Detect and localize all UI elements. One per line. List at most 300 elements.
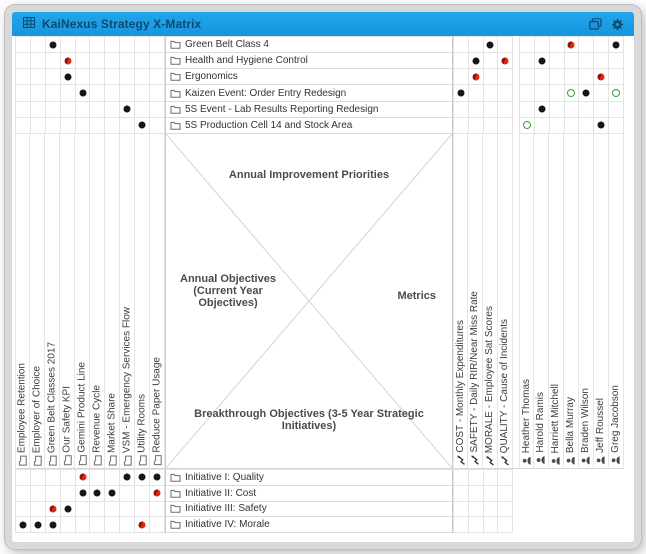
top-people-cell-r5-c0 (520, 118, 535, 134)
top-left-cell-r3-c9 (150, 85, 165, 101)
folder-icon (170, 121, 181, 130)
correlation-dot-half[interactable] (79, 474, 86, 481)
bottom-left-cell-r3-c8 (135, 517, 150, 533)
top-left-cell-r4-c1 (31, 102, 46, 118)
person-icon (522, 456, 531, 465)
line-chart-icon (456, 456, 465, 466)
folder-icon (48, 455, 57, 466)
top-people-cell-r0-c2 (550, 37, 565, 53)
top-left-cell-r1-c5 (90, 53, 105, 69)
top-left-cell-r0-c3 (61, 37, 76, 53)
top-people-cell-r3-c3 (565, 85, 580, 101)
correlation-dot-half[interactable] (472, 73, 479, 80)
top-left-cell-r1-c6 (105, 53, 120, 69)
top-left-cell-r5-c1 (31, 118, 46, 134)
top-people-cell-r0-c0 (520, 37, 535, 53)
annual-objective-column-5[interactable] (90, 134, 105, 468)
top-left-cell-r4-c2 (46, 102, 61, 118)
top-people-cell-r3-c4 (579, 85, 594, 101)
top-left-cell-r1-c1 (31, 53, 46, 69)
folder-icon (170, 504, 181, 513)
bottom-left-cell-r0-c5 (90, 470, 105, 486)
bottom-left-cell-r1-c2 (46, 486, 61, 502)
bottom-left-cell-r0-c1 (31, 470, 46, 486)
top-left-cell-r2-c2 (46, 69, 61, 85)
bottom-metrics-cell-r3-c3 (498, 517, 513, 533)
top-left-cell-r1-c8 (135, 53, 150, 69)
correlation-dot-filled[interactable] (79, 490, 86, 497)
top-people-cell-r5-c2 (550, 118, 565, 134)
person-column-label: Braden Wilson (580, 387, 591, 453)
top-left-cell-r3-c3 (61, 85, 76, 101)
top-people-cell-r2-c2 (550, 69, 565, 85)
top-left-cell-r5-c8 (135, 118, 150, 134)
annual-objective-column-label: Employer of Choice (31, 365, 42, 453)
folder-icon (170, 473, 181, 482)
correlation-dot-half[interactable] (64, 57, 71, 64)
initiative-row-label: Initiative I: Quality (185, 471, 264, 483)
person-column-label: Harold Ramis (535, 392, 546, 453)
folder-icon (33, 455, 42, 466)
top-left-cell-r2-c7 (120, 69, 135, 85)
caption-metrics: Metrics (397, 290, 436, 302)
bottom-left-cell-r2-c8 (135, 502, 150, 518)
annual-objective-column-label: Reduce Paper Usage (151, 357, 162, 453)
annual-objective-column-label: Gemini Product Line (76, 362, 87, 453)
center-diagram (165, 134, 453, 469)
correlation-dot-filled[interactable] (64, 505, 71, 512)
bottom-metrics-cell-r2-c1 (469, 502, 484, 518)
bottom-left-cell-r3-c7 (120, 517, 135, 533)
top-left-cell-r3-c4 (76, 85, 91, 101)
folder-icon (138, 455, 147, 466)
person-column-4[interactable] (579, 134, 594, 468)
top-left-cell-r0-c2 (46, 37, 61, 53)
correlation-dot-filled[interactable] (49, 41, 56, 48)
top-left-cell-r0-c8 (135, 37, 150, 53)
top-metrics-cell-r2-c3 (498, 69, 513, 85)
initiative-row-label: Initiative II: Cost (185, 487, 257, 499)
person-column-3[interactable] (564, 134, 579, 468)
top-left-cell-r2-c3 (61, 69, 76, 85)
person-column-0[interactable] (519, 134, 534, 468)
bottom-left-cell-r3-c0 (16, 517, 31, 533)
top-people-cell-r3-c1 (535, 85, 550, 101)
line-chart-icon (486, 456, 495, 466)
correlation-dot-filled[interactable] (487, 41, 494, 48)
bottom-left-cell-r2-c9 (150, 502, 165, 518)
top-metrics-cell-r3-c1 (469, 85, 484, 101)
top-left-cell-r4-c0 (16, 102, 31, 118)
top-people-cell-r1-c2 (550, 53, 565, 69)
top-metrics-cell-r1-c3 (498, 53, 513, 69)
person-icon (597, 456, 606, 465)
top-left-cell-r1-c9 (150, 53, 165, 69)
top-left-cell-r5-c3 (61, 118, 76, 134)
top-metrics-cell-r4-c3 (498, 102, 513, 118)
top-left-cell-r4-c4 (76, 102, 91, 118)
annual-objective-column-label: Employee Retention (16, 362, 28, 453)
metric-column-label: SAFETY - Daily RIR/Near Miss Rate (469, 291, 480, 453)
annual-objective-column-label: Market Share (106, 392, 117, 453)
top-left-cell-r0-c7 (120, 37, 135, 53)
bottom-left-cell-r1-c9 (150, 486, 165, 502)
top-priority-row-label: Green Belt Class 4 (185, 39, 269, 51)
annual-objective-column-4[interactable] (75, 134, 90, 468)
window-title: KaiNexus Strategy X-Matrix (42, 17, 202, 31)
correlation-dot-half[interactable] (502, 57, 509, 64)
top-people-cell-r4-c6 (609, 102, 624, 118)
bottom-left-cell-r0-c3 (61, 470, 76, 486)
top-people-cell-r1-c6 (609, 53, 624, 69)
annual-objective-column-label: VSM - Emergency Services Flow (121, 306, 132, 453)
bottom-metrics-cell-r0-c2 (484, 470, 499, 486)
correlation-dot-filled[interactable] (139, 474, 146, 481)
initiative-row-label: Initiative III: Safety (185, 503, 267, 515)
initiative-row-0[interactable] (166, 470, 452, 486)
person-icon (537, 456, 546, 465)
annual-objective-column-2[interactable] (45, 134, 60, 468)
correlation-dot-open[interactable] (567, 89, 575, 97)
top-metrics-cell-r3-c3 (498, 85, 513, 101)
bottom-left-cell-r1-c5 (90, 486, 105, 502)
bottom-left-cell-r1-c1 (31, 486, 46, 502)
bottom-left-cell-r2-c7 (120, 502, 135, 518)
correlation-dot-half[interactable] (598, 73, 605, 80)
person-icon (612, 456, 621, 465)
correlation-dot-filled[interactable] (19, 521, 26, 528)
gear-button[interactable] (611, 18, 624, 31)
x-matrix (12, 36, 634, 542)
app-window (5, 5, 641, 549)
top-left-cell-r2-c8 (135, 69, 150, 85)
x-matrix-grid-icon (23, 15, 35, 33)
top-priority-row-4[interactable] (166, 102, 452, 118)
correlation-dot-filled[interactable] (583, 90, 590, 97)
top-people-cell-r4-c3 (565, 102, 580, 118)
top-people-cell-r3-c2 (550, 85, 565, 101)
top-metrics-cell-r2-c0 (454, 69, 469, 85)
folder-icon (170, 105, 181, 114)
bottom-left-cell-r2-c3 (61, 502, 76, 518)
top-metrics-cell-r2-c2 (484, 69, 499, 85)
top-people-cell-r0-c3 (565, 37, 580, 53)
bottom-people-blank (519, 469, 624, 533)
left-objectives-band (15, 134, 165, 469)
bottom-left-cell-r3-c4 (76, 517, 91, 533)
top-left-cell-r0-c5 (90, 37, 105, 53)
bottom-metrics-cell-r1-c3 (498, 486, 513, 502)
top-metrics-cell-r1-c0 (454, 53, 469, 69)
top-left-cell-r5-c5 (90, 118, 105, 134)
top-left-cell-r3-c0 (16, 85, 31, 101)
top-left-cell-r1-c4 (76, 53, 91, 69)
bottom-left-cell-r0-c2 (46, 470, 61, 486)
correlation-dot-filled[interactable] (109, 490, 116, 497)
top-left-cell-r4-c3 (61, 102, 76, 118)
bottom-left-cell-r1-c4 (76, 486, 91, 502)
top-left-cell-r0-c6 (105, 37, 120, 53)
top-metrics-cell-r4-c2 (484, 102, 499, 118)
annual-objective-column-6[interactable] (105, 134, 120, 468)
top-people-cell-r4-c0 (520, 102, 535, 118)
bottom-metrics-cell-r1-c2 (484, 486, 499, 502)
correlation-dot-open[interactable] (612, 89, 620, 97)
annual-objective-column-label: Utility Rooms (136, 394, 147, 453)
top-metrics-cell-r0-c1 (469, 37, 484, 53)
folder-icon (93, 455, 102, 466)
bottom-left-cell-r3-c1 (31, 517, 46, 533)
caption-breakthrough-objectives: Breakthrough Objectives (3-5 Year Strategic Initiatives) (194, 408, 424, 432)
top-priority-row-label: Health and Hygiene Control (185, 55, 308, 67)
folder-icon (170, 72, 181, 81)
initiative-row-label: Initiative IV: Morale (185, 519, 270, 531)
folder-icon (63, 455, 72, 466)
bottom-left-cell-r0-c0 (16, 470, 31, 486)
metric-column-0[interactable] (453, 134, 468, 468)
bottom-left-cell-r3-c3 (61, 517, 76, 533)
folder-icon (78, 455, 87, 466)
metric-column-label: QUALITY - Cause of Incidents (499, 318, 510, 453)
correlation-dot-filled[interactable] (64, 73, 71, 80)
top-people-cell-r2-c3 (565, 69, 580, 85)
top-left-cell-r5-c6 (105, 118, 120, 134)
top-metrics-cell-r0-c2 (484, 37, 499, 53)
annual-objective-column-8[interactable] (135, 134, 150, 468)
top-priority-row-2[interactable] (166, 69, 452, 85)
correlation-dot-filled[interactable] (538, 57, 545, 64)
bottom-left-cell-r2-c0 (16, 502, 31, 518)
correlation-dot-open[interactable] (523, 121, 531, 129)
correlation-dot-filled[interactable] (538, 106, 545, 113)
person-column-1[interactable] (534, 134, 549, 468)
folder-icon (108, 455, 117, 466)
top-metrics-cell-r5-c1 (469, 118, 484, 134)
correlation-dot-filled[interactable] (154, 474, 161, 481)
correlation-dot-filled[interactable] (472, 57, 479, 64)
folder-icon (170, 89, 181, 98)
top-metrics-cell-r3-c2 (484, 85, 499, 101)
quadrant-top-right (453, 36, 624, 134)
top-priority-row-label: Kaizen Event: Order Entry Redesign (185, 87, 347, 99)
bottom-left-cell-r2-c4 (76, 502, 91, 518)
correlation-dot-filled[interactable] (34, 521, 41, 528)
bottom-left-cell-r0-c4 (76, 470, 91, 486)
quadrant-bottom-right (453, 469, 624, 533)
bottom-metrics-cell-r1-c1 (469, 486, 484, 502)
top-left-cell-r0-c0 (16, 37, 31, 53)
person-column-5[interactable] (594, 134, 609, 468)
correlation-dot-filled[interactable] (94, 490, 101, 497)
top-people-cell-r0-c4 (579, 37, 594, 53)
top-people-cell-r0-c6 (609, 37, 624, 53)
top-metrics-cell-r5-c3 (498, 118, 513, 134)
correlation-dot-filled[interactable] (613, 41, 620, 48)
annual-objective-column-3[interactable] (60, 134, 75, 468)
correlation-dot-filled[interactable] (598, 122, 605, 129)
initiative-row-3[interactable] (166, 517, 452, 533)
top-left-cell-r5-c4 (76, 118, 91, 134)
copy-button[interactable] (589, 18, 602, 30)
top-people-cell-r5-c6 (609, 118, 624, 134)
top-people-cell-r2-c0 (520, 69, 535, 85)
correlation-dot-filled[interactable] (124, 106, 131, 113)
quadrant-bottom-left (15, 469, 165, 533)
top-people-cell-r1-c0 (520, 53, 535, 69)
top-priority-row-3[interactable] (166, 85, 452, 101)
top-left-cell-r1-c0 (16, 53, 31, 69)
top-metrics-cell-r3-c0 (454, 85, 469, 101)
correlation-dot-filled[interactable] (139, 122, 146, 129)
top-left-cell-r0-c9 (150, 37, 165, 53)
top-people-cell-r5-c3 (565, 118, 580, 134)
metric-column-label: COST - Monthly Expenditures (454, 320, 466, 453)
top-people-cell-r2-c5 (594, 69, 609, 85)
top-priority-row-label: Ergonomics (185, 71, 238, 83)
quadrant-top-left (15, 36, 165, 134)
top-people-cell-r1-c1 (535, 53, 550, 69)
folder-icon (170, 56, 181, 65)
top-people-cell-r1-c4 (579, 53, 594, 69)
bottom-metrics-cell-r2-c3 (498, 502, 513, 518)
bottom-left-cell-r1-c3 (61, 486, 76, 502)
top-priority-row-1[interactable] (166, 53, 452, 69)
bottom-left-cell-r0-c7 (120, 470, 135, 486)
person-column-label: Bella Murray (565, 396, 576, 453)
bottom-left-cell-r2-c2 (46, 502, 61, 518)
line-chart-icon (501, 456, 510, 466)
bottom-metrics-cell-r3-c2 (484, 517, 499, 533)
top-left-cell-r0-c4 (76, 37, 91, 53)
bottom-metrics-cell-r0-c3 (498, 470, 513, 486)
bottom-left-cell-r1-c8 (135, 486, 150, 502)
top-left-cell-r0-c1 (31, 37, 46, 53)
metric-column-2[interactable] (483, 134, 498, 468)
top-metrics-cell-r1-c2 (484, 53, 499, 69)
top-left-cell-r2-c0 (16, 69, 31, 85)
annual-objective-column-1[interactable] (30, 134, 45, 468)
top-metrics-cell-r0-c3 (498, 37, 513, 53)
top-priority-row-label: 5S Production Cell 14 and Stock Area (185, 119, 353, 131)
top-people-cell-r4-c4 (579, 102, 594, 118)
top-left-cell-r5-c0 (16, 118, 31, 134)
top-left-cell-r1-c7 (120, 53, 135, 69)
annual-objective-column-label: Green Belt Classes 2017 (46, 341, 57, 453)
top-left-cell-r3-c1 (31, 85, 46, 101)
bottom-left-cell-r3-c5 (90, 517, 105, 533)
metric-column-label: MORALE - Employee Sat Scores (484, 305, 495, 453)
top-left-cell-r4-c8 (135, 102, 150, 118)
top-people-cell-r3-c6 (609, 85, 624, 101)
top-left-cell-r4-c7 (120, 102, 135, 118)
bottom-left-cell-r3-c2 (46, 517, 61, 533)
bottom-left-cell-r1-c7 (120, 486, 135, 502)
correlation-dot-half[interactable] (139, 521, 146, 528)
initiative-row-1[interactable] (166, 486, 452, 502)
initiative-row-2[interactable] (166, 502, 452, 518)
correlation-dot-half[interactable] (568, 41, 575, 48)
bottom-metrics-cell-r2-c0 (454, 502, 469, 518)
correlation-dot-filled[interactable] (124, 474, 131, 481)
folder-icon (123, 455, 132, 466)
bottom-left-cell-r0-c8 (135, 470, 150, 486)
person-column-2[interactable] (549, 134, 564, 468)
top-left-cell-r3-c8 (135, 85, 150, 101)
metric-column-1[interactable] (468, 134, 483, 468)
bottom-left-cell-r2-c6 (105, 502, 120, 518)
correlation-dot-half[interactable] (49, 505, 56, 512)
bottom-left-cell-r3-c6 (105, 517, 120, 533)
top-people-cell-r5-c5 (594, 118, 609, 134)
person-column-label: Heather Thomas (520, 378, 532, 453)
top-metrics-cell-r1-c1 (469, 53, 484, 69)
top-people-cell-r2-c6 (609, 69, 624, 85)
correlation-dot-filled[interactable] (457, 90, 464, 97)
metric-column-3[interactable] (498, 134, 513, 468)
bottom-left-cell-r3-c9 (150, 517, 165, 533)
correlation-dot-filled[interactable] (49, 521, 56, 528)
top-people-cell-r3-c0 (520, 85, 535, 101)
top-metrics-cell-r5-c2 (484, 118, 499, 134)
bottom-left-cell-r0-c9 (150, 470, 165, 486)
top-priority-row-0[interactable] (166, 37, 452, 53)
top-people-cell-r5-c1 (535, 118, 550, 134)
bottom-left-cell-r0-c6 (105, 470, 120, 486)
person-column-6[interactable] (609, 134, 624, 468)
top-left-cell-r2-c9 (150, 69, 165, 85)
annual-objective-column-0[interactable] (15, 134, 30, 468)
annual-objective-column-label: Revenue Cycle (91, 385, 102, 453)
top-metrics-cell-r2-c1 (469, 69, 484, 85)
top-people-cell-r0-c5 (594, 37, 609, 53)
person-column-label: Harriett Mitchell (550, 383, 561, 453)
top-people-cell-r4-c2 (550, 102, 565, 118)
top-people-cell-r2-c4 (579, 69, 594, 85)
bottom-metrics-cell-r3-c1 (469, 517, 484, 533)
top-people-cell-r4-c1 (535, 102, 550, 118)
top-priorities-list (165, 36, 453, 134)
bottom-left-cell-r1-c6 (105, 486, 120, 502)
folder-icon (170, 40, 181, 49)
correlation-dot-half[interactable] (154, 490, 161, 497)
top-metrics-cell-r4-c0 (454, 102, 469, 118)
top-people-cell-r4-c5 (594, 102, 609, 118)
person-icon (567, 456, 576, 465)
annual-objective-column-7[interactable] (120, 134, 135, 468)
annual-objective-column-label: Our Safety KPI (61, 386, 72, 453)
caption-annual-improvement-priorities: Annual Improvement Priorities (228, 169, 390, 181)
top-left-cell-r5-c9 (150, 118, 165, 134)
person-column-label: Jeff Roussel (595, 398, 606, 453)
person-column-label: Greg Jacobson (610, 385, 621, 453)
caption-annual-objectives: Annual Objectives (Current Year Objectives) (180, 273, 276, 309)
correlation-dot-filled[interactable] (79, 90, 86, 97)
top-left-cell-r3-c7 (120, 85, 135, 101)
folder-icon (18, 455, 27, 466)
top-left-cell-r2-c5 (90, 69, 105, 85)
folder-icon (170, 520, 181, 529)
top-priority-row-5[interactable] (166, 118, 452, 134)
annual-objective-column-9[interactable] (150, 134, 165, 468)
top-left-cell-r3-c2 (46, 85, 61, 101)
bottom-initiatives-list (165, 469, 453, 533)
top-priority-row-label: 5S Event - Lab Results Reporting Redesign (185, 103, 379, 115)
top-left-cell-r4-c9 (150, 102, 165, 118)
top-people-cell-r2-c1 (535, 69, 550, 85)
person-icon (552, 456, 561, 465)
top-left-cell-r1-c3 (61, 53, 76, 69)
bottom-metrics-cell-r0-c0 (454, 470, 469, 486)
